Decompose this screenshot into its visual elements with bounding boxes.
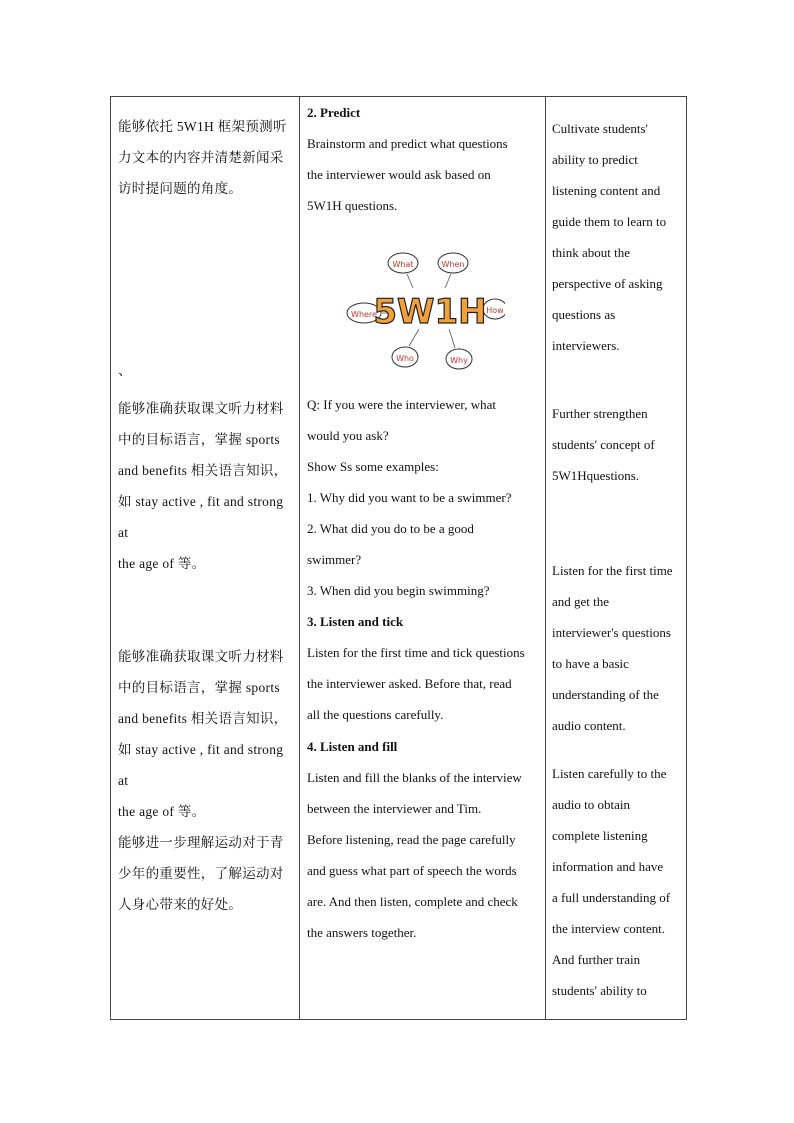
how-label: How — [486, 306, 504, 315]
what-bubble — [388, 253, 418, 273]
listen-fill-text — [307, 762, 539, 948]
activity-line: 1. Why did you want to be a swimmer? — [307, 490, 512, 505]
activity-line: the answers together. — [307, 925, 417, 940]
objective-line: and benefits 相关语言知识， — [118, 711, 288, 726]
5w1h-diagram — [345, 243, 505, 371]
purpose-listen-tick — [552, 555, 680, 741]
purpose-line: understanding of the — [552, 687, 659, 702]
purpose-line: ability to predict — [552, 152, 638, 167]
stray-mark: 、 — [118, 363, 132, 378]
objective-target-language — [118, 393, 295, 579]
purpose-line: guide them to learn to — [552, 214, 667, 229]
why-label: Why — [450, 356, 468, 365]
predict-heading: 2. Predict — [307, 105, 361, 120]
listen-fill-heading: 4. Listen and fill — [307, 739, 398, 754]
purpose-line: complete listening — [552, 828, 648, 843]
objective-line: 能够准确获取课文听力材料 — [118, 649, 284, 664]
objective-line: 人身心带来的好处。 — [118, 897, 243, 912]
activity-line: swimmer? — [307, 552, 362, 567]
objective-line: 能够依托 5W1H 框架预测听 — [118, 119, 287, 134]
activity-line: the interviewer would ask based on — [307, 167, 491, 182]
objective-line: 如 stay active , fit and strong at — [118, 742, 284, 788]
purpose-line: Cultivate students' — [552, 121, 648, 136]
activity-line: and guess what part of speech the words — [307, 863, 517, 878]
purpose-line: a full understanding of — [552, 890, 671, 905]
objectives-column — [111, 97, 300, 1019]
when-bubble — [438, 253, 468, 273]
activity-line: would you ask? — [307, 428, 389, 443]
objective-line: 力文本的内容并清楚新闻采 — [118, 150, 284, 165]
question-block — [307, 389, 539, 606]
purpose-line: 5W1Hquestions. — [552, 468, 640, 483]
purpose-line: perspective of asking — [552, 276, 663, 291]
purpose-line: think about the — [552, 245, 630, 260]
purpose-line: students' ability to — [552, 983, 647, 998]
activity-line: are. And then listen, complete and check — [307, 894, 518, 909]
activity-line: 2. What did you do to be a good — [307, 521, 474, 536]
who-bubble — [392, 347, 418, 367]
purpose-line: information and have — [552, 859, 664, 874]
purposes-column — [546, 97, 686, 1019]
why-bubble — [446, 349, 472, 369]
predict-text — [307, 128, 539, 221]
5w1h-center-label: 5W1H — [373, 292, 487, 332]
purpose-line: interviewers. — [552, 338, 620, 353]
objective-predict — [118, 111, 295, 204]
objective-line: 能够准确获取课文听力材料 — [118, 401, 284, 416]
activity-line: all the questions carefully. — [307, 707, 444, 722]
purpose-5w1h — [552, 398, 680, 491]
who-label: Who — [396, 354, 414, 363]
purpose-line: the interview content. — [552, 921, 665, 936]
purpose-line: Listen for the first time — [552, 563, 673, 578]
purpose-line: and get the — [552, 594, 610, 609]
activity-line: the interviewer asked. Before that, read — [307, 676, 512, 691]
what-label: What — [392, 260, 414, 269]
objective-line: the age of 等。 — [118, 556, 206, 571]
activity-line: 3. When did you begin swimming? — [307, 583, 490, 598]
when-label: When — [441, 260, 465, 269]
purpose-line: Listen carefully to the — [552, 766, 667, 781]
purpose-line: to have a basic — [552, 656, 629, 671]
purpose-line: listening content and — [552, 183, 661, 198]
purpose-line: interviewer's questions — [552, 625, 671, 640]
activity-line: between the interviewer and Tim. — [307, 801, 482, 816]
where-label: Where — [351, 310, 377, 319]
purpose-line: audio to obtain — [552, 797, 630, 812]
purpose-predict — [552, 113, 680, 361]
purpose-line: questions as — [552, 307, 616, 322]
lesson-plan-table — [110, 96, 687, 1020]
objective-line: 能够进一步理解运动对于青 — [118, 835, 284, 850]
objective-line: 中的目标语言，掌握 sports — [118, 680, 280, 695]
purpose-line: And further train — [552, 952, 641, 967]
activity-line: Q: If you were the interviewer, what — [307, 397, 496, 412]
listen-tick-text — [307, 637, 539, 730]
activities-column — [300, 97, 546, 1019]
objective-line: 少年的重要性，了解运动对 — [118, 866, 284, 881]
objective-line: the age of 等。 — [118, 804, 206, 819]
listen-tick-heading: 3. Listen and tick — [307, 614, 404, 629]
activity-line: Brainstorm and predict what questions — [307, 136, 508, 151]
activity-line: Listen and fill the blanks of the interview — [307, 770, 522, 785]
activity-line: Before listening, read the page carefully — [307, 832, 516, 847]
objective-line: 中的目标语言，掌握 sports — [118, 432, 280, 447]
objective-line: and benefits 相关语言知识， — [118, 463, 288, 478]
purpose-listen-fill — [552, 758, 680, 1006]
activity-line: Listen for the first time and tick questions — [307, 645, 525, 660]
purpose-line: students' concept of — [552, 437, 655, 452]
objective-line: 如 stay active , fit and strong at — [118, 494, 284, 540]
activity-line: 5W1H questions. — [307, 198, 398, 213]
purpose-line: audio content. — [552, 718, 626, 733]
objective-line: 访时提问题的角度。 — [118, 181, 243, 196]
activity-line: Show Ss some examples: — [307, 459, 439, 474]
purpose-line: Further strengthen — [552, 406, 648, 421]
objective-target-language-2 — [118, 641, 295, 920]
